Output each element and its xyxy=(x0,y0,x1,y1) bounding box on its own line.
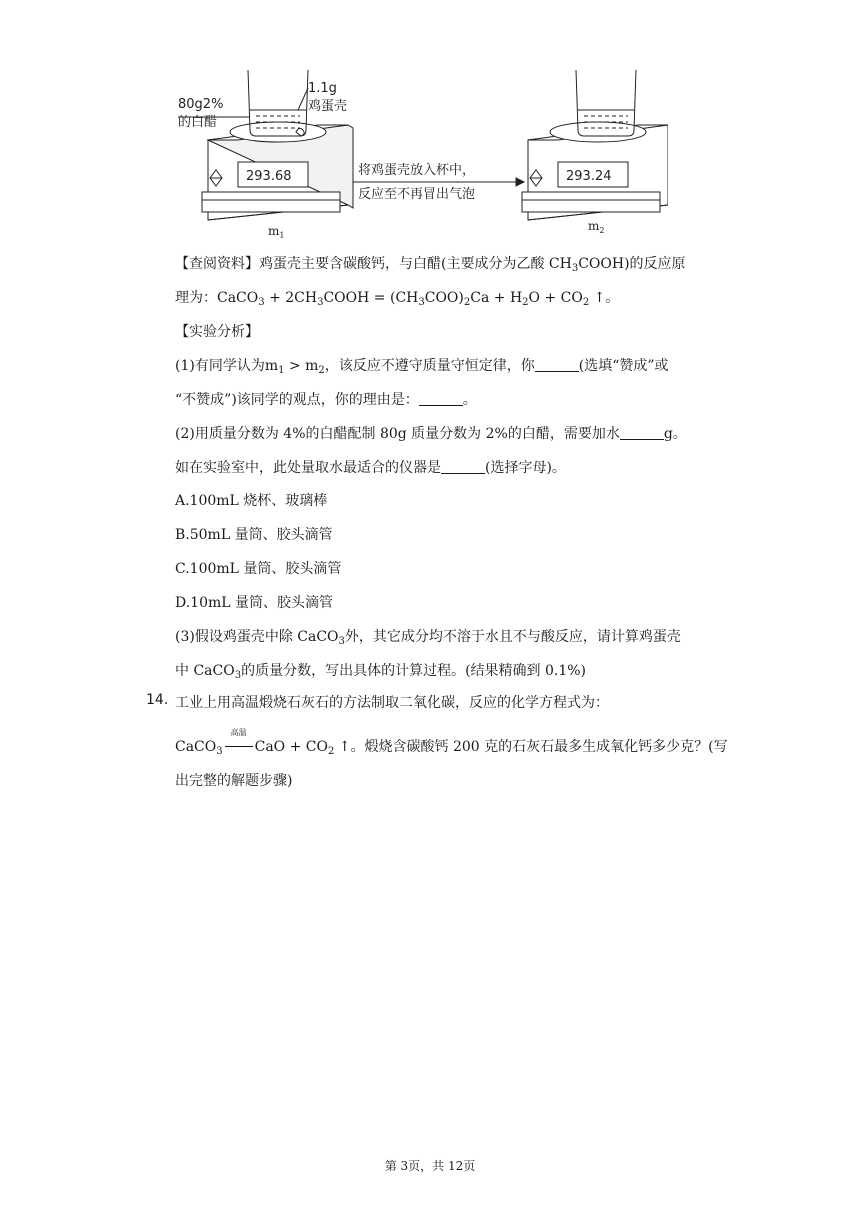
solution-label-line2: 的白醋 xyxy=(178,115,218,130)
eggshell-label-line1: 1.1g xyxy=(308,81,337,96)
balance-diagram xyxy=(168,70,668,240)
arrow-caption-line2: 反应至不再冒出气泡 xyxy=(358,187,476,202)
page-footer: 第 3页，共 12页 xyxy=(384,1159,476,1173)
question-1-line2: “不赞成”)该同学的观点，你的理由是： 。 xyxy=(175,392,477,408)
question-14-line2: CaCO$_3$ 高温 CaO + $CO_2$ ↑。煅烧含碳酸钙 200 克的石灰石最多生成氧化钙多少克？(写 xyxy=(175,728,728,757)
question-1-line1: (1)有同学认为$m_1 > m_2$，该反应不遵守质量守恒定律，你 (选填“赞成”或 xyxy=(175,358,669,376)
solution-label-line1: 80g2% xyxy=(178,97,224,112)
reaction-equation-line: 理为：CaCO$_3$ + $2CH_3COOH = (CH_3COO)_2Ca + H_2O + CO_2$ ↑。 xyxy=(175,290,620,308)
right-balance-display: 293.24 xyxy=(566,169,612,184)
option-a: A.100mL 烧杯、玻璃棒 xyxy=(175,493,328,509)
answer-blank[interactable] xyxy=(620,425,664,440)
left-balance-display: 293.68 xyxy=(246,169,292,184)
text-line-reference-info: 【查阅资料】鸡蛋壳主要含碳酸钙，与白醋(主要成分为乙酸 $CH_3COOH$)的反应原 xyxy=(175,256,686,274)
arrow-caption-line1: 将鸡蛋壳放入杯中， xyxy=(358,163,476,178)
eggshell-label-line2: 鸡蛋壳 xyxy=(308,99,348,114)
answer-blank[interactable] xyxy=(441,459,485,474)
answer-blank[interactable] xyxy=(419,391,463,406)
reaction-condition: 高温 xyxy=(223,737,255,757)
question-2-line1: (2)用质量分数为 4%的白醋配制 80g 质量分数为 2%的白醋，需要加水 g。 xyxy=(175,426,687,442)
mass-label-m2: $m_2$ xyxy=(588,219,605,235)
experiment-figure xyxy=(168,70,668,240)
option-d: D.10mL 量筒、胶头滴管 xyxy=(175,595,334,611)
mass-label-m1: $m_1$ xyxy=(268,224,285,240)
question-14-line1: 工业上用高温煅烧石灰石的方法制取二氧化碳，反应的化学方程式为： xyxy=(175,695,609,711)
question-2-line2: 如在实验室中，此处量取水最适合的仪器是 (选择字母)。 xyxy=(175,460,566,476)
section-heading-analysis: 【实验分析】 xyxy=(175,324,259,340)
question-14-line3: 出完整的解题步骤) xyxy=(175,773,293,789)
question-number-14: 14. xyxy=(146,692,169,708)
right-balance xyxy=(522,70,668,220)
question-3-line2: 中 CaCO$_3$的质量分数，写出具体的计算过程。(结果精确到 0.1%) xyxy=(175,663,587,681)
option-c: C.100mL 量筒、胶头滴管 xyxy=(175,561,342,577)
question-3-line1: (3)假设鸡蛋壳中除 CaCO$_3$外，其它成分均不溶于水且不与酸反应，请计算鸡蛋壳 xyxy=(175,629,681,647)
option-b: B.50mL 量筒、胶头滴管 xyxy=(175,527,333,543)
answer-blank[interactable] xyxy=(535,357,579,372)
